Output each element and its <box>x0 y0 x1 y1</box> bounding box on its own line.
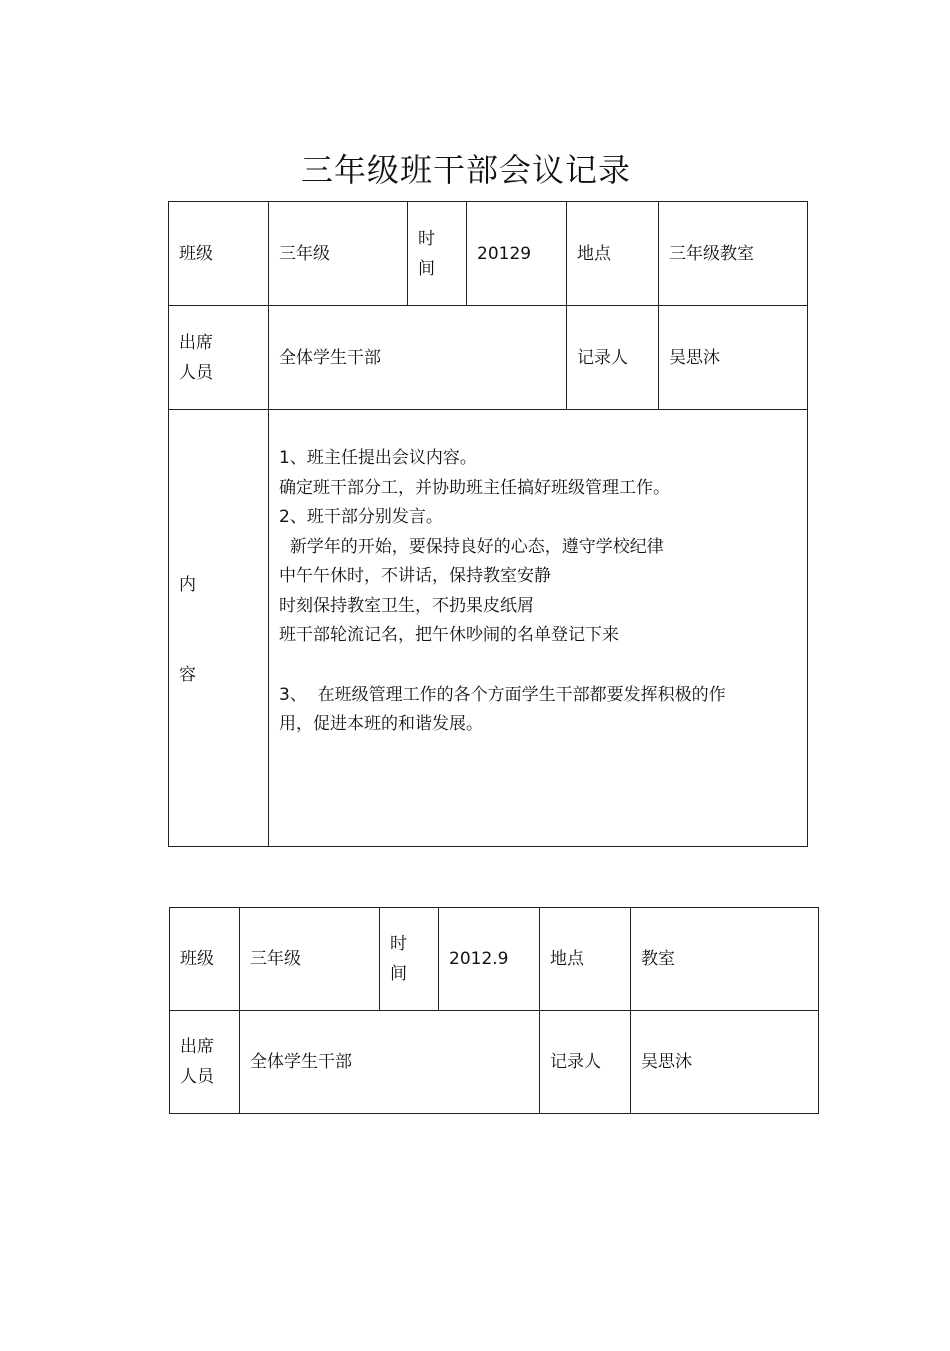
info-row <box>169 202 808 306</box>
content-line: 2、班干部分别发言。 <box>279 507 443 527</box>
content-label-line-2: 容 <box>179 665 196 685</box>
content-body <box>269 410 808 847</box>
recorder-value: 吴思沐 <box>631 1011 819 1114</box>
content-line: 1、班主任提出会议内容。 <box>279 448 477 468</box>
place-label: 地点 <box>540 908 631 1011</box>
page-title: 三年级班干部会议记录 <box>300 151 631 189</box>
recorder-label: 记录人 <box>540 1011 631 1114</box>
class-label: 班级 <box>169 202 269 306</box>
place-value: 三年级教室 <box>659 202 808 306</box>
class-value: 三年级 <box>269 202 408 306</box>
content-row <box>169 410 808 847</box>
content-line: 新学年的开始，要保持良好的心态，遵守学校纪律 <box>279 536 664 557</box>
time-label-line-2: 间 <box>418 258 435 279</box>
class-label: 班级 <box>170 908 240 1011</box>
content-line: 3、 在班级管理工作的各个方面学生干部都要发挥积极的作 <box>279 684 726 705</box>
attendees-label-line-2: 人员 <box>180 1067 214 1087</box>
time-label-line-1: 时 <box>390 934 407 954</box>
recorder-value: 吴思沐 <box>659 306 808 410</box>
content-line: 中午午休时，不讲话，保持教室安静 <box>279 566 551 586</box>
class-value: 三年级 <box>240 908 380 1011</box>
meeting-record-table-1 <box>168 201 808 847</box>
time-label-line-1: 时 <box>418 228 435 249</box>
content-line: 时刻保持教室卫生，不扔果皮纸屑 <box>279 595 534 616</box>
time-label <box>408 202 467 306</box>
attendees-label-line-2: 人员 <box>179 362 213 383</box>
content-label <box>169 410 269 847</box>
content-line: 班干部轮流记名，把午休吵闹的名单登记下来 <box>279 625 619 645</box>
time-label-line-2: 间 <box>390 964 407 984</box>
place-label: 地点 <box>567 202 659 306</box>
attendees-label-line-1: 出席 <box>180 1037 214 1057</box>
time-value: 20129 <box>467 202 567 306</box>
content-label-line-1: 内 <box>179 575 196 595</box>
time-label <box>380 908 439 1011</box>
info-row <box>170 908 819 1011</box>
recorder-label: 记录人 <box>567 306 659 410</box>
time-value: 2012.9 <box>439 908 540 1011</box>
meeting-record-table-2 <box>169 907 819 1114</box>
attendees-label <box>169 306 269 410</box>
attendees-label-line-1: 出席 <box>179 332 213 353</box>
attendees-row <box>169 306 808 410</box>
attendees-row <box>170 1011 819 1114</box>
attendees-label <box>170 1011 240 1114</box>
place-value: 教室 <box>631 908 819 1011</box>
attendees-value: 全体学生干部 <box>240 1011 540 1114</box>
content-line: 用，促进本班的和谐发展。 <box>279 714 483 734</box>
attendees-value: 全体学生干部 <box>269 306 567 410</box>
content-line: 确定班干部分工，并协助班主任搞好班级管理工作。 <box>279 477 670 498</box>
